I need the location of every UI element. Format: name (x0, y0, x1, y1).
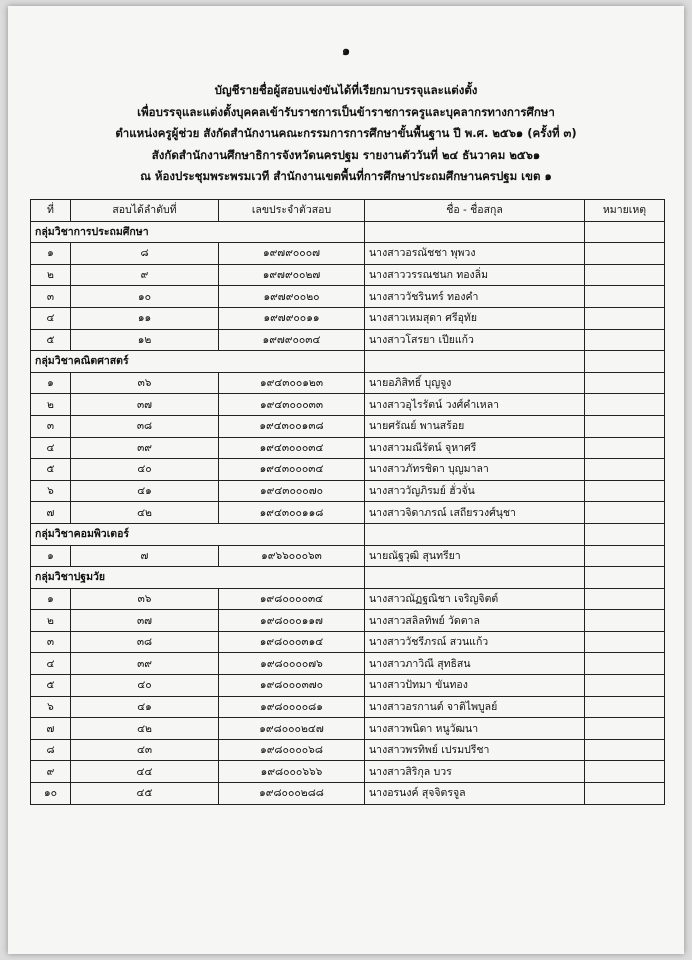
empty-cell (585, 351, 665, 373)
group-header-row (31, 523, 665, 545)
cell-rank: ๓๙ (71, 437, 219, 459)
table-row (31, 459, 665, 481)
cell-name: นางสาวเหมสุดา ศรีอุทัย (365, 307, 585, 329)
document-headings (8, 80, 684, 188)
table-row (31, 264, 665, 286)
cell-rank: ๓๘ (71, 631, 219, 653)
cell-note (585, 761, 665, 783)
table-row (31, 307, 665, 329)
cell-exam-id: ๑๙๘๐๐๐๐๘๑ (219, 696, 365, 718)
cell-exam-id: ๑๙๘๐๐๐๓๗๐ (219, 675, 365, 697)
table-row (31, 783, 665, 805)
cell-note (585, 653, 665, 675)
empty-cell (219, 523, 365, 545)
cell-rank: ๔๑ (71, 696, 219, 718)
empty-cell (585, 523, 665, 545)
cell-no: ๑๐ (31, 783, 71, 805)
cell-name: นายอภิสิทธิ์ บุญจูง (365, 372, 585, 394)
heading-line: สังกัดสำนักงานศึกษาธิการจังหวัดนครปฐม รายงานตัววันที่ ๒๔ ธันวาคม ๒๕๖๑ (151, 147, 541, 162)
table-header-row (31, 200, 665, 222)
cell-no: ๓ (31, 415, 71, 437)
table-row (31, 718, 665, 740)
cell-note (585, 545, 665, 567)
cell-name: นางสาวอรกานต์ จาติไพบูลย์ (365, 696, 585, 718)
cell-name: นางสาวมณีรัตน์ จุหาศรี (365, 437, 585, 459)
cell-no: ๔ (31, 653, 71, 675)
cell-exam-id: ๑๙๗๙๐๐๐๗ (219, 243, 365, 265)
cell-exam-id: ๑๙๘๐๐๐๐๓๔ (219, 588, 365, 610)
cell-no: ๒ (31, 394, 71, 416)
table-body (31, 221, 665, 804)
cell-rank: ๓๖ (71, 372, 219, 394)
cell-exam-id: ๑๙๘๐๐๐๓๑๔ (219, 631, 365, 653)
cell-no: ๘ (31, 739, 71, 761)
cell-note (585, 631, 665, 653)
cell-name: นายณัฐวุฒิ สุนทรียา (365, 545, 585, 567)
cell-exam-id: ๑๙๔๓๐๐๑๑๘ (219, 502, 365, 524)
group-name: กลุ่มวิชาคณิตศาสตร์ (31, 351, 219, 373)
empty-cell (219, 351, 365, 373)
table-row (31, 502, 665, 524)
cell-note (585, 329, 665, 351)
cell-note (585, 696, 665, 718)
cell-exam-id: ๑๙๔๓๐๐๐๓๔ (219, 437, 365, 459)
cell-rank: ๔๔ (71, 761, 219, 783)
col-header-name: ชื่อ - ชื่อสกุล (365, 200, 585, 222)
cell-rank: ๓๗ (71, 610, 219, 632)
table-row (31, 588, 665, 610)
cell-name: นางสาวอรณัชชา พุพวง (365, 243, 585, 265)
cell-note (585, 286, 665, 308)
cell-note (585, 459, 665, 481)
table-row (31, 761, 665, 783)
cell-note (585, 243, 665, 265)
empty-cell (219, 567, 365, 589)
group-header-row (31, 221, 665, 243)
group-name: กลุ่มวิชาปฐมวัย (31, 567, 219, 589)
cell-rank: ๑๐ (71, 286, 219, 308)
empty-cell (585, 221, 665, 243)
cell-rank: ๓๘ (71, 415, 219, 437)
cell-no: ๔ (31, 307, 71, 329)
empty-cell (219, 221, 365, 243)
cell-no: ๗ (31, 502, 71, 524)
col-header-rank: สอบได้ลำดับที่ (71, 200, 219, 222)
candidate-table (30, 199, 665, 805)
cell-no: ๑ (31, 372, 71, 394)
cell-name: นางสาววัชรินทร์ ทองคำ (365, 286, 585, 308)
table-row (31, 480, 665, 502)
cell-no: ๓ (31, 286, 71, 308)
cell-exam-id: ๑๙๘๐๐๐๖๖๖ (219, 761, 365, 783)
cell-no: ๖ (31, 696, 71, 718)
cell-exam-id: ๑๙๘๐๐๐๒๔๗ (219, 718, 365, 740)
cell-note (585, 718, 665, 740)
heading-line: เพื่อบรรจุและแต่งตั้งบุคคลเข้ารับราชการเป็นข้าราชการครูและบุคลากรทางการศึกษา (137, 104, 555, 119)
cell-exam-id: ๑๙๘๐๐๐๐๗๖ (219, 653, 365, 675)
cell-name: นางสาววัญภิรมย์ ฮั่วจั่น (365, 480, 585, 502)
cell-rank: ๔๐ (71, 459, 219, 481)
cell-exam-id: ๑๙๘๐๐๐๐๖๘ (219, 739, 365, 761)
group-name: กลุ่มวิชาการประถมศึกษา (31, 221, 219, 243)
cell-rank: ๔๒ (71, 718, 219, 740)
cell-name: นางสาวอุไรรัตน์ วงศ์คำเหลา (365, 394, 585, 416)
cell-no: ๔ (31, 437, 71, 459)
table-row (31, 675, 665, 697)
table-row (31, 415, 665, 437)
cell-no: ๒ (31, 264, 71, 286)
empty-cell (365, 523, 585, 545)
cell-no: ๕ (31, 675, 71, 697)
cell-name: นางสาวณัฏฐณิชา เจริญจิตต์ (365, 588, 585, 610)
cell-exam-id: ๑๙๔๓๐๐๐๓๓ (219, 394, 365, 416)
heading-line: ตำแหน่งครูผู้ช่วย สังกัดสำนักงานคณะกรรมการการศึกษาขั้นพื้นฐาน ปี พ.ศ. ๒๕๖๑ (ครั้งที่ ๓) (115, 126, 577, 140)
cell-no: ๙ (31, 761, 71, 783)
cell-rank: ๔๕ (71, 783, 219, 805)
cell-note (585, 372, 665, 394)
cell-rank: ๔๐ (71, 675, 219, 697)
cell-name: นางสาวภาวิณี สุทธิสน (365, 653, 585, 675)
cell-name: นางสาวพนิดา หนูวัฒนา (365, 718, 585, 740)
cell-exam-id: ๑๙๔๓๐๐๑๒๓ (219, 372, 365, 394)
cell-name: นางสาวโสรยา เปียแก้ว (365, 329, 585, 351)
cell-exam-id: ๑๙๔๓๐๐๐๓๔ (219, 459, 365, 481)
cell-rank: ๗ (71, 545, 219, 567)
heading-line: ณ ห้องประชุมพระพรมเวที สำนักงานเขตพื้นที่การศึกษาประถมศึกษานครปฐม เขต ๑ (140, 169, 552, 183)
cell-rank: ๓๗ (71, 394, 219, 416)
cell-name: นางสาวจิดาภรณ์ เสถียรวงศ์นุชา (365, 502, 585, 524)
cell-note (585, 610, 665, 632)
cell-name: นางสาวสิริกุล บวร (365, 761, 585, 783)
cell-exam-id: ๑๙๘๐๐๐๒๘๘ (219, 783, 365, 805)
cell-note (585, 502, 665, 524)
cell-note (585, 437, 665, 459)
table-row (31, 372, 665, 394)
cell-exam-id: ๑๙๗๙๐๐๒๗ (219, 264, 365, 286)
cell-rank: ๔๓ (71, 739, 219, 761)
table-row (31, 545, 665, 567)
cell-rank: ๘ (71, 243, 219, 265)
cell-no: ๕ (31, 329, 71, 351)
table-row (31, 329, 665, 351)
empty-cell (365, 567, 585, 589)
cell-note (585, 264, 665, 286)
col-header-note: หมายเหตุ (585, 200, 665, 222)
empty-cell (365, 221, 585, 243)
cell-name: นางสาวสลิลทิพย์ วัดตาล (365, 610, 585, 632)
table-row (31, 437, 665, 459)
cell-no: ๓ (31, 631, 71, 653)
cell-no: ๖ (31, 480, 71, 502)
cell-exam-id: ๑๙๘๐๐๐๑๑๗ (219, 610, 365, 632)
document-page (8, 6, 684, 954)
page-number: ๑ (341, 44, 351, 59)
table-row (31, 739, 665, 761)
cell-name: นางสาวภัทรชิดา บุญมาลา (365, 459, 585, 481)
cell-exam-id: ๑๙๗๙๐๐๓๔ (219, 329, 365, 351)
cell-note (585, 675, 665, 697)
cell-no: ๑ (31, 545, 71, 567)
cell-no: ๕ (31, 459, 71, 481)
empty-cell (365, 351, 585, 373)
table-row (31, 653, 665, 675)
cell-name: นางอรนงค์ สุจจิตรจูล (365, 783, 585, 805)
group-header-row (31, 351, 665, 373)
cell-name: นางสาวปัทมา ขันทอง (365, 675, 585, 697)
cell-rank: ๔๒ (71, 502, 219, 524)
cell-no: ๗ (31, 718, 71, 740)
group-header-row (31, 567, 665, 589)
cell-note (585, 394, 665, 416)
cell-name: นางสาววรรณชนก ทองลิ่ม (365, 264, 585, 286)
cell-name: นางสาวพรทิพย์ เปรมปรีชา (365, 739, 585, 761)
cell-exam-id: ๑๙๖๖๐๐๐๖๓ (219, 545, 365, 567)
col-header-no: ที่ (31, 200, 71, 222)
table-row (31, 631, 665, 653)
cell-note (585, 480, 665, 502)
cell-name: นายศรัณย์ พานสร้อย (365, 415, 585, 437)
cell-name: นางสาววัชรีภรณ์ สวนแก้ว (365, 631, 585, 653)
cell-exam-id: ๑๙๗๙๐๐๑๑ (219, 307, 365, 329)
cell-no: ๑ (31, 243, 71, 265)
table-row (31, 610, 665, 632)
table-row (31, 243, 665, 265)
cell-no: ๑ (31, 588, 71, 610)
table-row (31, 286, 665, 308)
cell-rank: ๓๖ (71, 588, 219, 610)
cell-note (585, 739, 665, 761)
cell-note (585, 783, 665, 805)
col-header-exam-id: เลขประจำตัวสอบ (219, 200, 365, 222)
cell-rank: ๑๒ (71, 329, 219, 351)
cell-note (585, 307, 665, 329)
cell-exam-id: ๑๙๔๓๐๐๐๗๐ (219, 480, 365, 502)
table-row (31, 696, 665, 718)
cell-exam-id: ๑๙๔๓๐๐๑๓๘ (219, 415, 365, 437)
cell-no: ๒ (31, 610, 71, 632)
cell-rank: ๑๑ (71, 307, 219, 329)
heading-line: บัญชีรายชื่อผู้สอบแข่งขันได้ที่เรียกมาบรรจุและแต่งตั้ง (214, 83, 478, 97)
cell-note (585, 415, 665, 437)
empty-cell (585, 567, 665, 589)
cell-rank: ๔๑ (71, 480, 219, 502)
group-name: กลุ่มวิชาคอมพิวเตอร์ (31, 523, 219, 545)
cell-exam-id: ๑๙๗๙๐๐๒๐ (219, 286, 365, 308)
cell-rank: ๓๙ (71, 653, 219, 675)
table-row (31, 394, 665, 416)
cell-rank: ๙ (71, 264, 219, 286)
cell-note (585, 588, 665, 610)
